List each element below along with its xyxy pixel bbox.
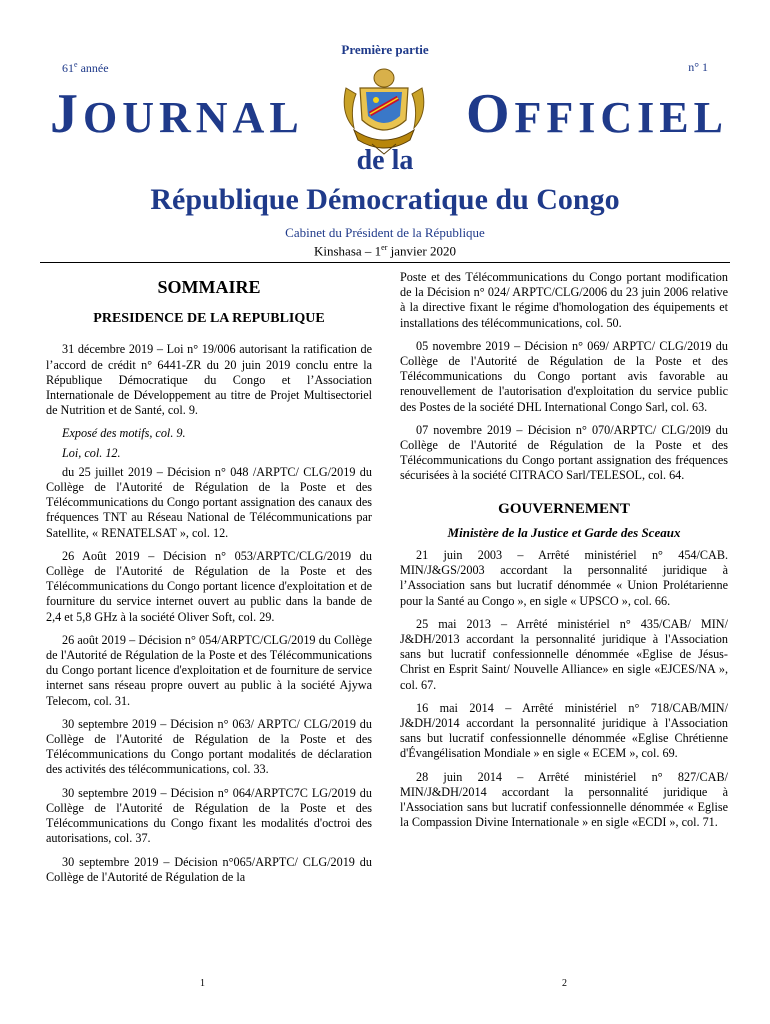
cabinet-line: Cabinet du Président de la République (285, 225, 485, 240)
header-divider (40, 262, 730, 263)
ministere-heading: Ministère de la Justice et Garde des Sceaux (447, 524, 681, 540)
entry-paragraph: 30 septembre 2019 – Décision n° 063/ ARPTC/ CLG/2019 du Collège de l'Autorité de Régulation de la Poste et des Télécommunications du Congo portant modalités de déclaration des activités des télécommunications, col. 33. (46, 716, 372, 777)
entry-paragraph: 25 mai 2013 – Arrêté ministériel n° 435/CAB/ MIN/ J&DH/2013 accordant la personnalité juridique à l'Association sans but lucratif confessionnelle dénommée «Eglise de Jésus-Christ en Esprit Saint/ Nouvelle Alliance» en sigle «EJCES/NA », col. 67. (400, 616, 728, 692)
entry-paragraph: 07 novembre 2019 – Décision n° 070/ARPTC/ CLG/20l9 du Collège de l'Autorité de Régulation de la Poste et des Télécommunications du Congo portant assignation des fréquences sécurisées à la société CITRACO Sarl/TELESOL, col. 64. (400, 422, 728, 483)
entry-paragraph: 30 septembre 2019 – Décision n°065/ARPTC/ CLG/2019 du Collège de l'Autorité de Régulation de la (46, 854, 372, 884)
issue-number: n° 1 (688, 60, 708, 74)
entry-paragraph: 31 décembre 2019 – Loi n° 19/006 autorisant la ratification de l’accord de crédit n° 6441-ZR du 20 juin 2019 conclu entre la République Démocratique du Congo et l’Association Internationale de Développement au titre de Projet Multisectoriel de Nutrition et de Santé, col. 9. (46, 342, 372, 418)
entry-paragraph: 28 juin 2014 – Arrêté ministériel n° 827/CAB/ MIN/J&DH/2014 accordant la personnalité juridique à l'Association sans but lucratif confessionnelle dénommée « Eglise la Compassion Divine Internationale » en sigle «ECDI », col. 71. (400, 769, 728, 830)
presidence-heading: PRESIDENCE DE LA REPUBLIQUE (93, 311, 325, 327)
de-la-heading: de la (356, 145, 414, 176)
entry-paragraph: 05 novembre 2019 – Décision n° 069/ ARPTC/ CLG/2019 du Collège de l'Autorité de Régulation de la Poste et des Télécommunications du Congo portant avis favorable au renouvellement de l'autorisation d'exploitation du service public des Postes de la société DHL International Congo Sarl, col. 63. (400, 338, 728, 414)
republic-heading: République Démocratique du Congo (150, 183, 620, 216)
entry-paragraph: 26 août 2019 – Décision n° 054/ARPTC/CLG/2019 du Collège de l'Autorité de Régulation de la Poste et des Télécommunications du Congo portant licence d'exploitation et de fourniture de service internet sans réseau propre ouvert au public à la société Ajywa Telecom, col. 31. (46, 632, 372, 708)
part-label: Première partie (341, 42, 429, 57)
left-column (46, 270, 372, 893)
dateline: Kinshasa – 1er janvier 2020 (314, 243, 456, 259)
coat-of-arms-icon (336, 58, 432, 158)
entry-paragraph: du 25 juillet 2019 – Décision n° 048 /ARPTC/ CLG/2019 du Collège de l'Autorité de Régulation de la Poste et des Télécommunications du Congo portant assignation des canaux des fréquences TNT au Réseau National de Télécommunications par Satellite, « RENATELSAT », col. 12. (46, 464, 372, 540)
page-number-left: 1 (200, 978, 205, 989)
entry-paragraph: 26 Août 2019 – Décision n° 053/ARPTC/CLG/2019 du Collège de l'Autorité de Régulation de la Poste et des Télécommunications du Congo portant licence d'exploitation et de fourniture du service internet ouvert au public dans la bande de 2,4 et 5,8 GHz à la société Oliver Soft, col. 29. (46, 548, 372, 624)
entry-paragraph: Poste et des Télécommunications du Congo portant modification de la Décision n° 024/ ARPTC/CLG/2006 du 23 juin 2006 relative à la directive fixant le régime d'homologation des équipements et installations des télécommunications, col. 50. (400, 270, 728, 330)
entry-paragraph: 21 juin 2003 – Arrêté ministériel n° 454/CAB. MIN/J&GS/2003 accordant la personnalité juridique à l’Association sans but lucratif dénommée « Union Prolétarienne pour la Santé au Congo », en sigle « UPSCO », col. 66. (400, 548, 728, 608)
gouvernement-heading: GOUVERNEMENT (498, 500, 630, 517)
officiel-word: OFFICIEL (465, 83, 728, 145)
sommaire-heading: SOMMAIRE (157, 277, 261, 297)
entry-italic: Loi, col. 12. (62, 445, 121, 460)
page-number-right: 2 (562, 978, 567, 989)
right-column (400, 270, 728, 839)
entry-italic: Exposé des motifs, col. 9. (62, 426, 186, 441)
year-label: 61e année (62, 60, 109, 75)
journal-word: JOURNAL (50, 83, 304, 145)
entry-paragraph: 16 mai 2014 – Arrêté ministériel n° 718/CAB/MIN/ J&DH/2014 accordant la personnalité juridique à l'Association sans but lucratif confessionnelle dénommée «Eglise Chrétienne d'Évangélisation Mondiale » en sigle « ECEM », col. 69. (400, 700, 728, 761)
entry-paragraph: 30 septembre 2019 – Décision n° 064/ARPTC7C LG/2019 du Collège de l'Autorité de Régulation de la Poste et des Télécommunications du Congo fixant les modalités d'octroi des autorisations, col. 37. (46, 785, 372, 846)
